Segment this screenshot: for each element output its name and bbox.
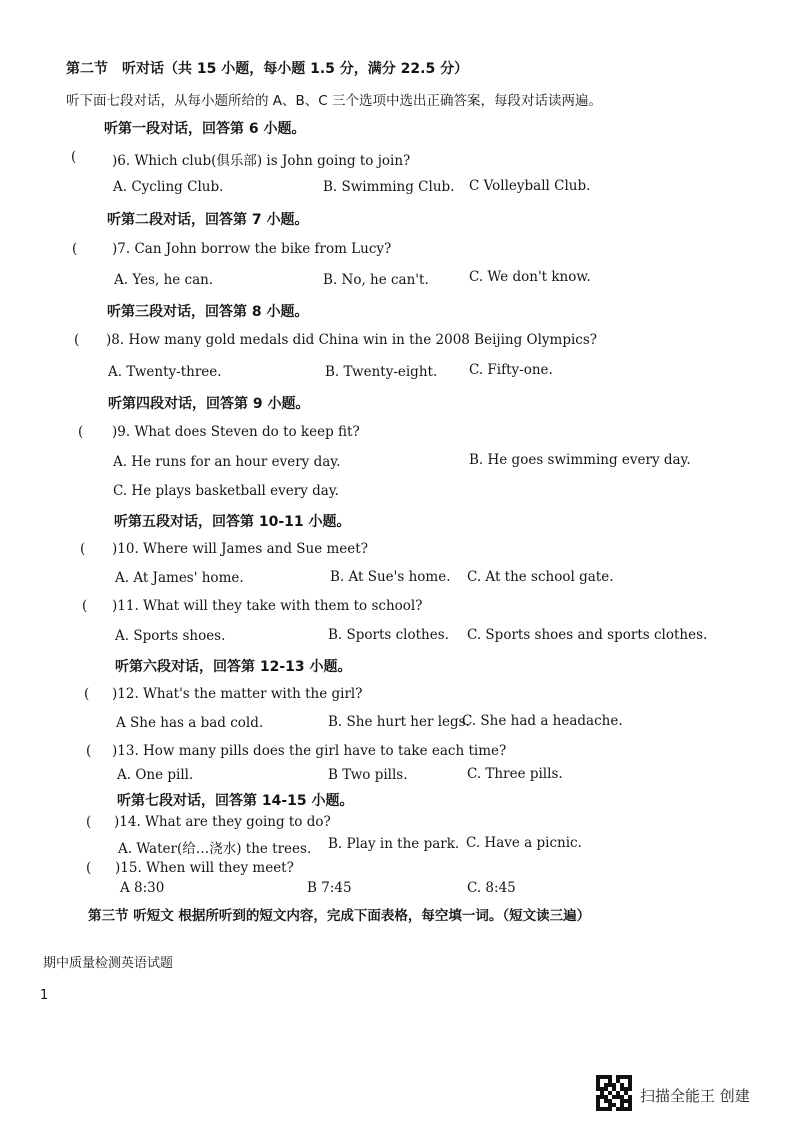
q12-question: )12. What's the matter with the girl? xyxy=(112,686,363,702)
q13-option-b: B Two pills. xyxy=(328,767,408,783)
dialog-6-title: 听第六段对话，回答第 12-13 小题。 xyxy=(115,659,352,675)
q11-option-b: B. Sports clothes. xyxy=(328,627,449,643)
q14-option-b: B. Play in the park. xyxy=(328,836,460,852)
q15-option-c: C. 8:45 xyxy=(467,880,516,896)
q7-question: )7. Can John borrow the bike from Lucy? xyxy=(112,241,392,257)
qr-code-icon xyxy=(596,1075,632,1111)
q9-option-a: A. He runs for an hour every day. xyxy=(113,454,341,470)
dialog-2-title: 听第二段对话，回答第 7 小题。 xyxy=(107,212,309,228)
q14-option-a: A. Water(给…浇水) the trees. xyxy=(118,841,312,857)
q10-option-b: B. At Sue's home. xyxy=(330,569,451,585)
q7-option-b: B. No, he can't. xyxy=(323,272,429,288)
section-2-instruction: 听下面七段对话，从每小题所给的 A、B、C 三个选项中选出正确答案，每段对话读两遍。 xyxy=(66,93,603,109)
q9-option-b: B. He goes swimming every day. xyxy=(469,452,691,468)
exam-title-footer: 期中质量检测英语试题 xyxy=(43,956,174,971)
dialog-7-title: 听第七段对话，回答第 14-15 小题。 xyxy=(117,793,354,809)
q13-question: )13. How many pills does the girl have to take each time? xyxy=(112,743,507,759)
q10-option-c: C. At the school gate. xyxy=(467,569,614,585)
q9-question: )9. What does Steven do to keep fit? xyxy=(112,424,360,440)
q13-answer-paren: ( xyxy=(86,743,92,759)
q11-question: )11. What will they take with them to school? xyxy=(112,598,423,614)
q7-answer-paren: ( xyxy=(72,241,78,257)
q12-answer-paren: ( xyxy=(84,686,90,702)
q14-answer-paren: ( xyxy=(86,814,92,830)
dialog-3-title: 听第三段对话，回答第 8 小题。 xyxy=(107,304,309,320)
q8-option-a: A. Twenty-three. xyxy=(108,364,222,380)
q15-option-a: A 8:30 xyxy=(120,880,165,896)
section-2-title: 第二节 听对话（共 15 小题，每小题 1.5 分，满分 22.5 分） xyxy=(66,61,469,77)
q12-option-a: A She has a bad cold. xyxy=(116,715,264,731)
q6-option-b: B. Swimming Club. xyxy=(323,179,455,195)
q7-option-c: C. We don't know. xyxy=(469,269,591,285)
q9-option-c: C. He plays basketball every day. xyxy=(113,483,339,499)
q14-option-c: C. Have a picnic. xyxy=(466,835,582,851)
q9-answer-paren: ( xyxy=(78,424,84,440)
q13-option-c: C. Three pills. xyxy=(467,766,563,782)
q10-question: )10. Where will James and Sue meet? xyxy=(112,541,368,557)
scanner-watermark: 扫描全能王 创建 xyxy=(640,1087,750,1105)
dialog-4-title: 听第四段对话，回答第 9 小题。 xyxy=(108,396,310,412)
q6-answer-paren: ( xyxy=(71,149,77,165)
q10-option-a: A. At James' home. xyxy=(115,570,244,586)
dialog-1-title: 听第一段对话，回答第 6 小题。 xyxy=(104,121,306,137)
section-3-title: 第三节 听短文 根据所听到的短文内容，完成下面表格，每空填一词。（短文读三遍） xyxy=(88,908,591,924)
q8-question: )8. How many gold medals did China win in the 2008 Beijing Olympics? xyxy=(106,332,598,348)
q8-option-c: C. Fifty-one. xyxy=(469,362,553,378)
page-number: 1 xyxy=(40,988,49,1003)
q11-answer-paren: ( xyxy=(82,598,88,614)
q11-option-c: C. Sports shoes and sports clothes. xyxy=(467,627,708,643)
q7-option-a: A. Yes, he can. xyxy=(114,272,214,288)
dialog-5-title: 听第五段对话，回答第 10-11 小题。 xyxy=(114,514,351,530)
q6-question: )6. Which club(俱乐部) is John going to join? xyxy=(112,153,411,169)
q10-answer-paren: ( xyxy=(80,541,86,557)
q15-option-b: B 7:45 xyxy=(307,880,352,896)
q8-answer-paren: ( xyxy=(74,332,80,348)
q6-option-a: A. Cycling Club. xyxy=(113,179,224,195)
q15-question: )15. When will they meet? xyxy=(115,860,294,876)
q12-option-c: C. She had a headache. xyxy=(462,713,623,729)
q15-answer-paren: ( xyxy=(86,860,92,876)
q11-option-a: A. Sports shoes. xyxy=(115,628,226,644)
q8-option-b: B. Twenty-eight. xyxy=(325,364,438,380)
q13-option-a: A. One pill. xyxy=(117,767,194,783)
q12-option-b: B. She hurt her legs. xyxy=(328,714,470,730)
q6-option-c: C Volleyball Club. xyxy=(469,178,591,194)
q14-question: )14. What are they going to do? xyxy=(114,814,331,830)
